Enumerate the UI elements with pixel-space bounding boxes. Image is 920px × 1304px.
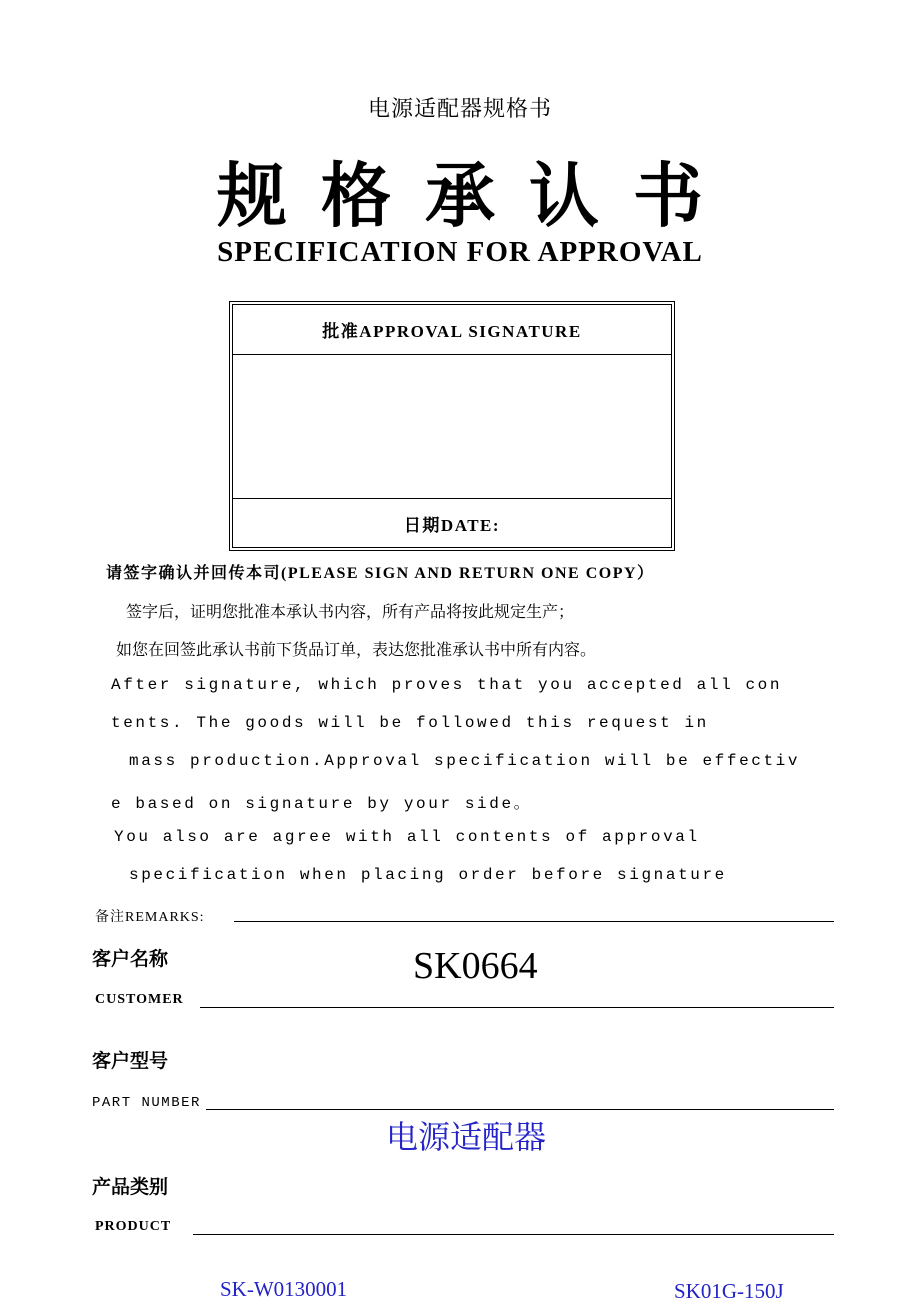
note-en-line: specification when placing order before signature	[129, 866, 727, 884]
signature-area[interactable]	[233, 355, 671, 499]
customer-label-en: CUSTOMER	[95, 992, 184, 1007]
note-en-line: After signature, which proves that you accepted all con	[111, 676, 783, 694]
note-cn-line: 如您在回签此承认书前下货品订单，表达您批准承认书中所有内容。	[116, 640, 597, 659]
part-number-label-cn: 客户型号	[92, 1050, 169, 1072]
remarks-label: 备注REMARKS:	[95, 910, 205, 925]
document-subtitle: 电源适配器规格书	[367, 97, 552, 122]
approval-date-label: 日期DATE:	[403, 515, 501, 535]
remarks-field-line[interactable]	[234, 921, 834, 922]
note-en-line: mass production.Approval specification will be effectiv	[129, 752, 801, 770]
note-en-line: You also are agree with all contents of approval	[114, 828, 700, 846]
model-number: SK01G-150J	[674, 1279, 784, 1303]
note-en-line: e based on signature by your side。	[111, 795, 533, 813]
product-label-cn: 产品类别	[92, 1176, 169, 1198]
customer-field-line[interactable]	[200, 1007, 834, 1008]
document-number: SK-W0130001	[220, 1277, 348, 1301]
customer-value: SK0664	[413, 945, 538, 987]
document-title: 规格承认书	[217, 155, 737, 237]
return-instruction: 请签字确认并回传本司(PLEASE SIGN AND RETURN ONE COPY）	[106, 565, 655, 582]
product-label-en: PRODUCT	[95, 1219, 172, 1234]
note-en-line: tents. The goods will be followed this request in	[111, 714, 709, 732]
approval-box-header: 批准APPROVAL SIGNATURE	[233, 305, 671, 355]
part-number-value: 电源适配器	[386, 1118, 547, 1156]
part-number-label-en: PART NUMBER	[92, 1095, 201, 1111]
note-cn-line: 签字后，证明您批准本承认书内容，所有产品将按此规定生产；	[126, 602, 575, 621]
approval-signature-box	[229, 301, 675, 551]
product-field-line[interactable]	[193, 1234, 834, 1235]
part-number-field-line[interactable]	[206, 1109, 834, 1110]
customer-label-cn: 客户名称	[92, 948, 169, 970]
document-title-english: SPECIFICATION FOR APPROVAL	[217, 236, 703, 268]
approval-box-inner	[232, 304, 672, 548]
